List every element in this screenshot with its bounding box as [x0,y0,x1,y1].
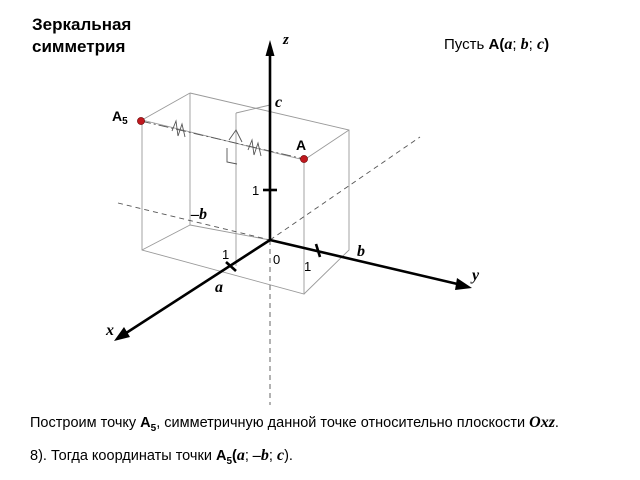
right-angle-mark-2 [229,130,242,142]
axis-x-label: x [106,322,114,339]
explanation-line-2 [30,447,630,467]
line1-start: Построим точку [30,415,141,431]
point-a5-letter: A [112,108,123,124]
point-a-marker[interactable] [300,155,307,162]
line2-point: A [215,448,227,464]
box-top-edge [304,130,349,160]
label-a: a [215,279,223,296]
y-axis-line[interactable] [270,240,466,286]
given-close: ) [544,36,550,53]
line1-end: . [554,415,559,431]
line2-a: a [236,447,245,464]
axes [120,50,466,337]
box-back-bottom [142,225,190,250]
line1-mid: , симметричную данной точке относительно плоскости [156,415,530,431]
tick-y-label: 1 [304,259,312,274]
line1-sub: 5 [150,422,157,434]
line2-sep2: ; [268,448,277,464]
given-a: a [504,36,513,53]
explanation-line-1 [30,414,630,434]
tick-x-label: 1 [222,247,230,262]
given-sep1: ; [512,36,521,53]
box-mid-top [236,105,270,113]
axis-y-label: y [472,267,480,284]
x-axis-line[interactable] [120,240,270,337]
point-a5-subscript: 5 [122,116,128,127]
title-line-2: симметрия [32,37,126,56]
construction-box [142,93,349,294]
line2-c: c [276,447,285,464]
y-arrow-icon [455,278,472,290]
line2-sep1: ; [244,448,253,464]
axis-z-label: z [283,32,289,48]
given-c: c [537,36,545,53]
x-arrow-icon [114,327,130,341]
origin-label: 0 [273,252,281,267]
line2-sub: 5 [226,455,232,467]
given-sep2: ; [528,36,537,53]
given-open: ( [499,36,505,53]
line1-point: A [140,415,151,431]
line2-open: ( [232,448,237,464]
axis-arrows [114,40,472,341]
tick-z-label: 1 [252,183,260,198]
z-arrow-icon [266,40,275,56]
point-a5-marker[interactable] [137,117,144,124]
given-b: b [520,36,529,53]
label-minus-b: –b [191,206,207,223]
point-a-label: A [296,137,307,153]
label-c: c [275,94,283,111]
right-angle-mark [227,148,237,164]
equality-marks [172,121,261,164]
box-back-floor [190,225,270,240]
title-line-1: Зеркальная [32,15,132,34]
line1-plane: Oxz [529,414,555,431]
label-b: b [357,243,365,260]
line2-start: 8). Тогда координаты точки [30,448,216,464]
given-point: A [488,36,500,53]
given-prefix: Пусть [444,36,489,53]
line2-close: ). [284,448,293,464]
line2-b: –b [252,447,269,464]
point-a5-label [112,108,128,127]
dashed-plane-trace [270,137,420,240]
